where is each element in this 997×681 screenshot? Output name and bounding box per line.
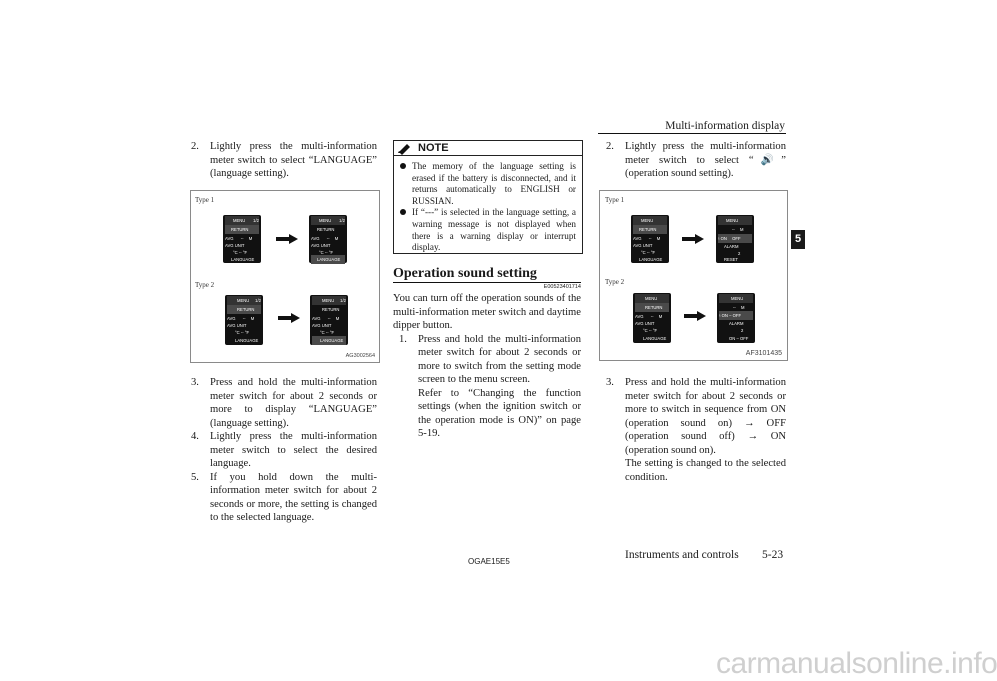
section-code: E00523401714 [543, 284, 581, 290]
figure-code: AF3101435 [745, 350, 782, 357]
footer-section: Instruments and controls [625, 549, 739, 561]
type1-label: Type 1 [605, 196, 625, 204]
note-box [393, 140, 583, 254]
arrow-icon [684, 312, 706, 320]
section-intro: You can turn off the operation sounds of the multi-information meter switch and daytime dipper button. [393, 293, 581, 331]
arrow-icon [276, 235, 298, 243]
type2-sound-screen: MENU -- M ♮ ON – OFF ALARM 2 ON – OFF [717, 293, 755, 343]
right-column [606, 140, 786, 181]
right-column-steps [606, 376, 786, 484]
note-header [394, 141, 582, 156]
watermark: carmanualsonline.info [716, 647, 997, 680]
header-rule [598, 133, 786, 134]
type1-sound-screen: MENU -- M ♮ ON OFF ALARM 2 RESET [716, 215, 754, 263]
arrow-icon [682, 235, 704, 243]
type2-screen-before: MENU 1/2 RETURN AVG -- M AVG UNIT °C -- °F LANGUAGE [225, 295, 263, 345]
speaker-icon: ♮ [719, 313, 721, 318]
sound-figure [599, 190, 788, 361]
step-3-left: 3. Press and hold the multi-information meter switch for about 2 seconds or more to display “LANGUAGE” (language setting). [191, 377, 377, 429]
figure-code: AG3002564 [345, 353, 375, 359]
type2-menu-screen: MENU RETURN AVG -- M AVG UNIT °C -- °F LANGUAGE [633, 293, 671, 343]
step-4-left: 4. Lightly press the multi-information meter switch to select the desired language. [191, 431, 377, 469]
chapter-tab: 5 [791, 230, 805, 249]
left-column-steps [191, 376, 377, 525]
speaker-icon: ♮ [718, 236, 720, 241]
step-5-left: 5. If you hold down the multi-information meter switch for about 2 seconds or more, the setting is changed to the selected language. [191, 471, 377, 523]
page-header-title: Multi-information display [665, 120, 785, 132]
step-1-middle: 1. Press and hold the multi-information meter switch for about 2 seconds or more to switch from the setting mode screen to the menu screen. [399, 333, 581, 385]
type1-screen-after: MENU 1/2 RETURN AVG -- M AVG UNIT °C -- °F LANGUAGE [309, 215, 347, 263]
language-figure [190, 190, 380, 363]
step-2-left: 2. Lightly press the multi-information meter switch to select “LANGUAGE” (language setting). [191, 141, 377, 179]
step-3-right: 3. Press and hold the multi-information meter switch for about 2 seconds or more to switch in sequence from ON (operation sound on) → OFF (operation sound off) → ON (operation sound on). [606, 377, 786, 456]
type1-label: Type 1 [195, 196, 215, 204]
type2-label: Type 2 [605, 278, 625, 286]
footer-code: OGAE15E5 [468, 557, 510, 566]
type1-screen-before: MENU 1/2 RETURN AVG -- M AVG UNIT °C -- °F LANGUAGE [223, 215, 261, 263]
step-3-result: The setting is changed to the selected condition. [625, 458, 786, 483]
type2-label: Type 2 [195, 281, 215, 289]
section-heading: Operation sound setting [393, 266, 537, 281]
note-pencil-icon [398, 142, 412, 154]
section-rule [393, 282, 581, 283]
step-2-right: 2. Lightly press the multi-information meter switch to select “🔊” (operation sound setting). [606, 141, 786, 179]
note-item: If “---” is selected in the language setting, a warning message is not displayed when there is a warning display or interrupt display. [400, 207, 576, 253]
type2-screen-after: MENU 1/2 RETURN AVG -- M AVG UNIT °C -- °F LANGUAGE [310, 295, 348, 345]
type1-menu-screen: MENU RETURN AVG -- M AVG UNIT °C -- °F LANGUAGE [631, 215, 669, 263]
step-1-reference: Refer to “Changing the function settings (when the ignition switch or the operation mode is ON)” on page 5-19. [418, 387, 581, 439]
left-column [191, 140, 377, 181]
footer-page-number: 5-23 [762, 549, 784, 561]
note-title: NOTE [418, 142, 449, 154]
arrow-icon [278, 314, 300, 322]
note-item: The memory of the language setting is erased if the battery is disconnected, and it returns automatically to ENGLISH or RUSSIAN. [400, 161, 576, 207]
middle-column-body [393, 292, 581, 441]
